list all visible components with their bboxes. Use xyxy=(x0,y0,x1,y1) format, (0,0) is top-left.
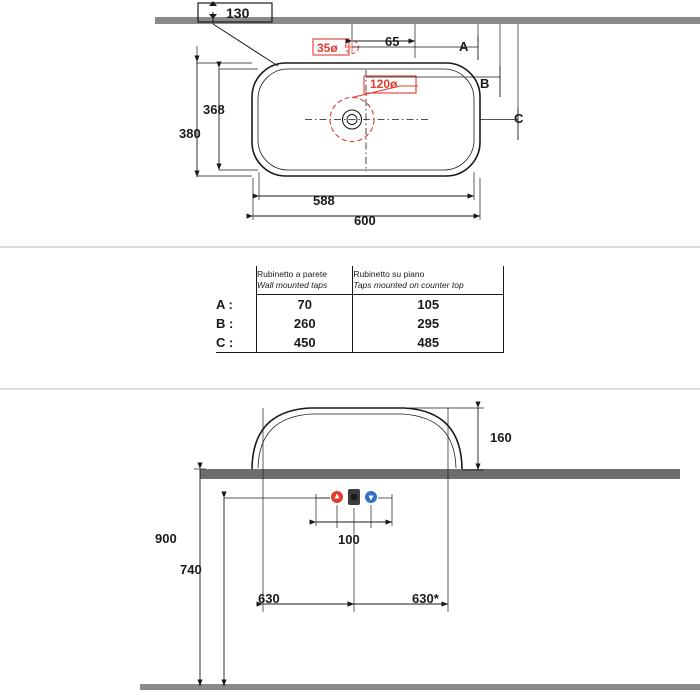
label-65: 65 xyxy=(385,34,400,49)
table-row xyxy=(216,314,504,333)
label-368: 368 xyxy=(203,102,225,117)
row-label-b: B : xyxy=(216,316,234,331)
tap-symbols xyxy=(331,489,377,505)
cell-b-counter: 295 xyxy=(353,314,504,333)
label-600: 600 xyxy=(354,213,376,228)
table-header-row xyxy=(216,266,504,295)
dim-65 xyxy=(352,24,415,58)
label-630-left: 630 xyxy=(258,591,280,606)
label-160: 160 xyxy=(490,430,512,445)
marker-c: C xyxy=(514,111,524,126)
marker-a: A xyxy=(459,39,469,54)
header-wall-it: Rubinetto a parete xyxy=(257,269,327,280)
table-row xyxy=(216,333,504,353)
label-130: 130 xyxy=(226,5,250,21)
header-counter-en: Taps mounted on counter top xyxy=(353,280,464,290)
label-588: 588 xyxy=(313,193,335,208)
row-label-a: A : xyxy=(216,296,233,312)
spec-table xyxy=(216,266,504,353)
label-380: 380 xyxy=(179,126,201,141)
label-630-right: 630* xyxy=(412,591,439,606)
header-wall-en: Wall mounted taps xyxy=(257,280,328,290)
cell-c-wall: 450 xyxy=(257,333,353,353)
header-wall-mounted xyxy=(257,266,353,295)
cell-a-counter: 105 xyxy=(353,295,504,315)
cell-b-wall: 260 xyxy=(257,314,353,333)
label-100: 100 xyxy=(338,532,360,547)
cell-a-wall: 70 xyxy=(257,295,353,315)
header-counter-mounted xyxy=(353,266,504,295)
counter-top-elevation xyxy=(200,469,680,479)
label-740: 740 xyxy=(180,562,202,577)
cell-c-counter: 485 xyxy=(353,333,504,353)
dim-900 xyxy=(194,469,206,686)
label-900: 900 xyxy=(155,531,177,546)
label-35-hole: 35ø xyxy=(317,41,338,55)
basin-profile-elevation xyxy=(252,408,462,470)
label-120-hole: 120ø xyxy=(370,77,398,91)
header-counter-it: Rubinetto su piano xyxy=(353,269,425,280)
header-spacer xyxy=(216,266,257,295)
marker-b: B xyxy=(480,76,490,91)
table-row xyxy=(216,295,504,315)
row-label-c: C : xyxy=(216,333,257,353)
